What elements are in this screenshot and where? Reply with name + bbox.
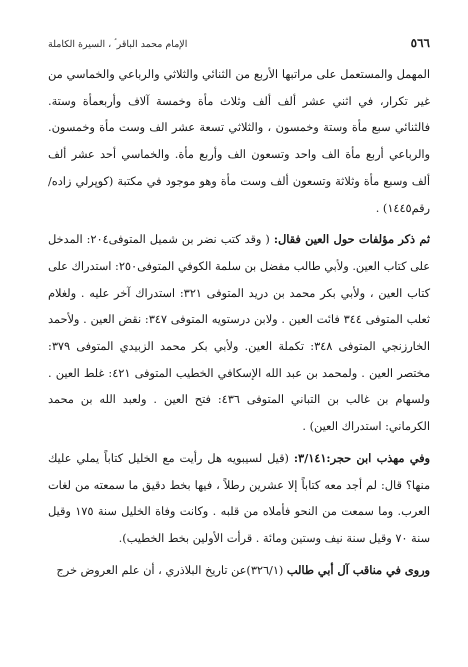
paragraph-text: (قيل لسيبويه هل رأيت مع الخليل كتاباً يملي عليك منها؟ قال: لم أجد معه كتاباً إلا عشرين رطلاً ، فيها بخط دقيق ما سمعته من لغات العرب. وما سمعت من النحو فأملاه من قلبه . وكانت وفاة الخليل سنة ١٧٥ وقيل سنة ٧٠ وقيل سنة نيف وستين ومائة . قرأت الأولين بخط الخطيب). bbox=[48, 451, 430, 545]
document-page bbox=[48, 36, 430, 588]
body-text bbox=[48, 61, 430, 584]
book-title: الإمام محمد الباقر ؑ ، السيرة الكاملة bbox=[48, 39, 188, 50]
paragraph-lead: وفي مهذب ابن حجر:٣/١٤١: bbox=[293, 450, 430, 465]
paragraph-works-on-al-ayn bbox=[48, 226, 430, 441]
paragraph-letter-counts bbox=[48, 61, 430, 222]
page-number: ٥٦٦ bbox=[410, 36, 430, 50]
paragraph-sibawayh-quote bbox=[48, 445, 430, 553]
paragraph-lead: ثم ذكر مؤلفات حول العين فقال: bbox=[273, 232, 431, 247]
running-header bbox=[48, 36, 430, 52]
paragraph-manaqib-reference bbox=[48, 557, 430, 585]
paragraph-lead: وروى في مناقب آل أبي طالب bbox=[286, 562, 430, 577]
paragraph-text: (٣٢٦/١)عن تاريخ البلاذري ، أن علم العروض خرج bbox=[56, 563, 287, 577]
paragraph-text: ( وقد كتب نضر بن شميل المتوفى٢٠٤: المدخل على كتاب العين. ولأبي طالب مفضل بن سلمة الكوفي المتوفى٢٥٠: استدراك على كتاب العين ، ولأبي بكر محمد بن دريد المتوفى ٣٢١: استدراك آخر عليه . ولغلام ثعلب المتوفى ٣٤٤ فائت العين . ولابن درستويه المتوفى ٣٤٧: نقض العين . ولأحمد الخارزنجي المتوفى ٣٤٨: تكملة العين. ولأبي بكر محمد الزبيدي المتوفى ٣٧٩: مختصر العين . ولمحمد بن عبد الله الإسكافي الخطيب المتوفى ٤٢١: غلط العين . ولسهام بن غالب بن التباني المتوفى ٤٣٦: فتح العين . ولعبد الله بن محمد الكرماني: استدراك العين) . bbox=[48, 233, 431, 434]
paragraph-text: المهمل والمستعمل على مراتبها الأربع من الثنائي والثلاثي والرباعي والخماسي من غير تكرار، في اثني عشر ألف ألف وثلاث مأة وخمسة آلاف وأربعمأة وستة. فالثنائي سبع مأة وستة وخمسون ، والثلاثي تسعة عشر الف وست مأة وخمسون. والرباعي أربع مأة الف واحد وتسعون الف وأربع مأة. والخماسي أحد عشر ألف ألف وسبع مأة وثلاثة وتسعون ألف وست مأة وهو موجود في مكتبة (كوپرلي زاده/ رقم١٤٤٥) . bbox=[48, 68, 430, 215]
